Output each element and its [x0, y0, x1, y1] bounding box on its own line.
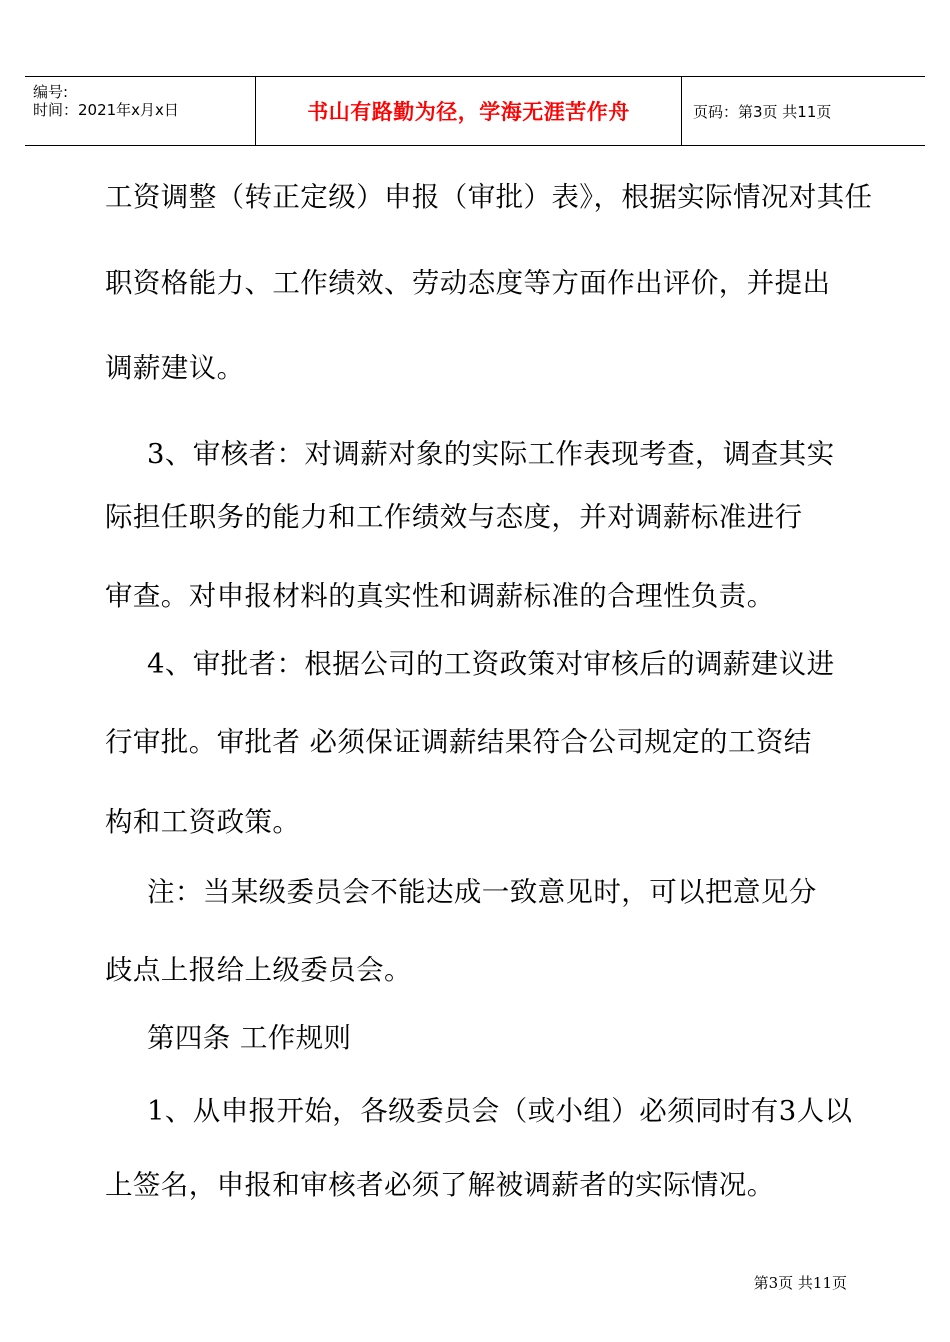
body-line: 工资调整（转正定级）申报（审批）表》，根据实际情况对其任 [105, 181, 873, 213]
body-line: 审查。对申报材料的真实性和调薪标准的合理性负责。 [105, 580, 775, 612]
header-motto: 书山有路勤为径，学海无涯苦作舟 [307, 100, 630, 124]
body-line: 4、审批者：根据公司的工资政策对审核后的调薪建议进 [147, 648, 835, 680]
body-line: 职资格能力、工作绩效、劳动态度等方面作出评价，并提出 [105, 267, 831, 299]
header-motto-cell [256, 77, 682, 145]
page-header [25, 76, 925, 146]
section-heading: 第四条 工作规则 [147, 1022, 352, 1054]
header-meta-cell [25, 77, 256, 145]
body-line: 1、从申报开始，各级委员会（或小组）必须同时有3人以 [147, 1095, 853, 1127]
body-line: 上签名，申报和审核者必须了解被调薪者的实际情况。 [105, 1169, 775, 1201]
header-page-cell [682, 77, 925, 145]
body-line: 行审批。审批者 必须保证调薪结果符合公司规定的工资结 [105, 726, 812, 758]
date-label: 时间：2021年x月x日 [33, 101, 179, 119]
page-footer: 第3页 共11页 [753, 1274, 847, 1292]
body-line: 际担任职务的能力和工作绩效与态度，并对调薪标准进行 [105, 501, 803, 533]
header-page-info: 页码：第3页 共11页 [693, 102, 832, 121]
body-line: 构和工资政策。 [105, 806, 301, 838]
body-line: 注：当某级委员会不能达成一致意见时，可以把意见分 [147, 876, 817, 908]
serial-number-label: 编号: [33, 83, 69, 101]
body-line: 歧点上报给上级委员会。 [105, 954, 412, 986]
body-line: 3、审核者：对调薪对象的实际工作表现考查，调查其实 [147, 438, 835, 470]
body-line: 调薪建议。 [105, 352, 245, 384]
